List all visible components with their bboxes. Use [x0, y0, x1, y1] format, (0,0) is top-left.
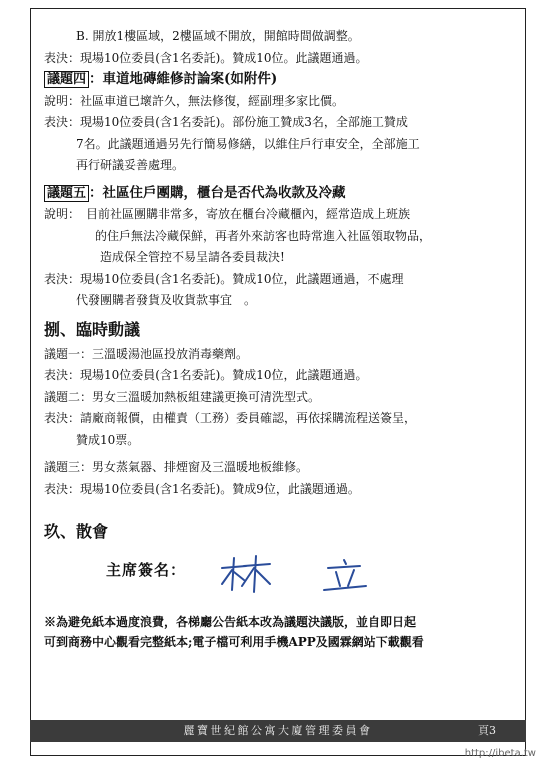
handwritten-signature-icon — [194, 550, 394, 594]
notice — [44, 612, 514, 652]
section-9-heading: 玖、散會 — [44, 522, 109, 541]
item-b-text: B. 開放1樓區域，2樓區域不開放，開館時間做調整。 — [76, 29, 360, 43]
motion-1-vote: 表決：現場10位委員(含1名委託)。贊成10位，此議題通過。 — [44, 368, 368, 382]
motion-1: 議題一：三溫暖湯池區投放消毒藥劑。 — [44, 346, 249, 361]
notice-line: 可到商務中心觀看完整紙本;電子檔可利用手機APP及國霖網站下載觀看 — [44, 635, 424, 649]
topic-4-explanation: 說明：社區車道已壞許久，無法修復，經副理多家比價。 — [44, 93, 345, 108]
minutes-content — [44, 26, 514, 652]
page-footer — [30, 720, 526, 742]
topic-4-heading — [44, 69, 514, 91]
motion-2: 議題二：男女三溫暖加熱板組建議更換可清洗型式。 — [44, 389, 321, 404]
topic-5-label: 議題五 — [44, 185, 89, 202]
chair-signature-label: 主席簽名： — [106, 561, 187, 579]
motion-3: 議題三：男女蒸氣器、排煙窗及三溫暖地板維修。 — [44, 460, 309, 474]
topic-4-vote: 表決：現場10位委員(含1名委託)。部份施工贊成3名，全部施工贊成 — [44, 115, 408, 129]
topic-5-explanation-cont: 的住戶無法冷藏保鮮，再者外來訪客也時常進入社區領取物品， — [95, 228, 432, 243]
topic-5-vote-cont: 代發團購者發貨及收貨款事宜 。 — [76, 293, 257, 307]
motion-2-vote-cont: 贊成10票。 — [76, 432, 140, 447]
signature-row — [44, 550, 514, 594]
topic-4-label: 議題四 — [44, 71, 89, 88]
notice-line: ※為避免紙本過度浪費，各梯廳公告紙本改為議題決議版，並自即日起 — [44, 615, 417, 629]
topic-5-title: ：社區住戶團購，櫃台是否代為收款及冷藏 — [89, 184, 346, 201]
motion-2-vote: 表決：請廠商報價，由權責（工務）委員確認，再依採購流程送簽呈， — [44, 411, 417, 425]
topic-5-vote: 表決：現場10位委員(含1名委託)。贊成10位，此議題通過，不處理 — [44, 271, 404, 286]
topic-5-explanation-cont: 造成保全管控不易呈請各委員裁決! — [100, 250, 285, 264]
footer-title: 麗寶世紀館公寓大廈管理委員會 — [183, 724, 373, 737]
page-number: 頁3 — [478, 724, 496, 737]
topic-5-explanation: 說明： 目前社區團購非常多，寄放在櫃台冷藏櫃內，經常造成上班族 — [44, 207, 411, 221]
topic-4-title: ：車道地磚維修討論案(如附件) — [89, 71, 278, 87]
motion-3-vote: 表決：現場10位委員(含1名委託)。贊成9位，此議題通過。 — [44, 481, 360, 496]
topic-4-vote-cont: 7名。此議題通過另先行簡易修繕，以維住戶行車安全，全部施工 — [76, 136, 420, 151]
watermark: http://ibeta.tw — [464, 748, 536, 759]
topic-5-heading — [44, 183, 514, 205]
topic-4-vote-cont: 再行研議妥善處理。 — [76, 158, 185, 172]
section-8-heading: 捌、臨時動議 — [44, 319, 141, 339]
vote-line: 表決：現場10位委員(含1名委託)。贊成10位。此議題通過。 — [44, 50, 368, 65]
